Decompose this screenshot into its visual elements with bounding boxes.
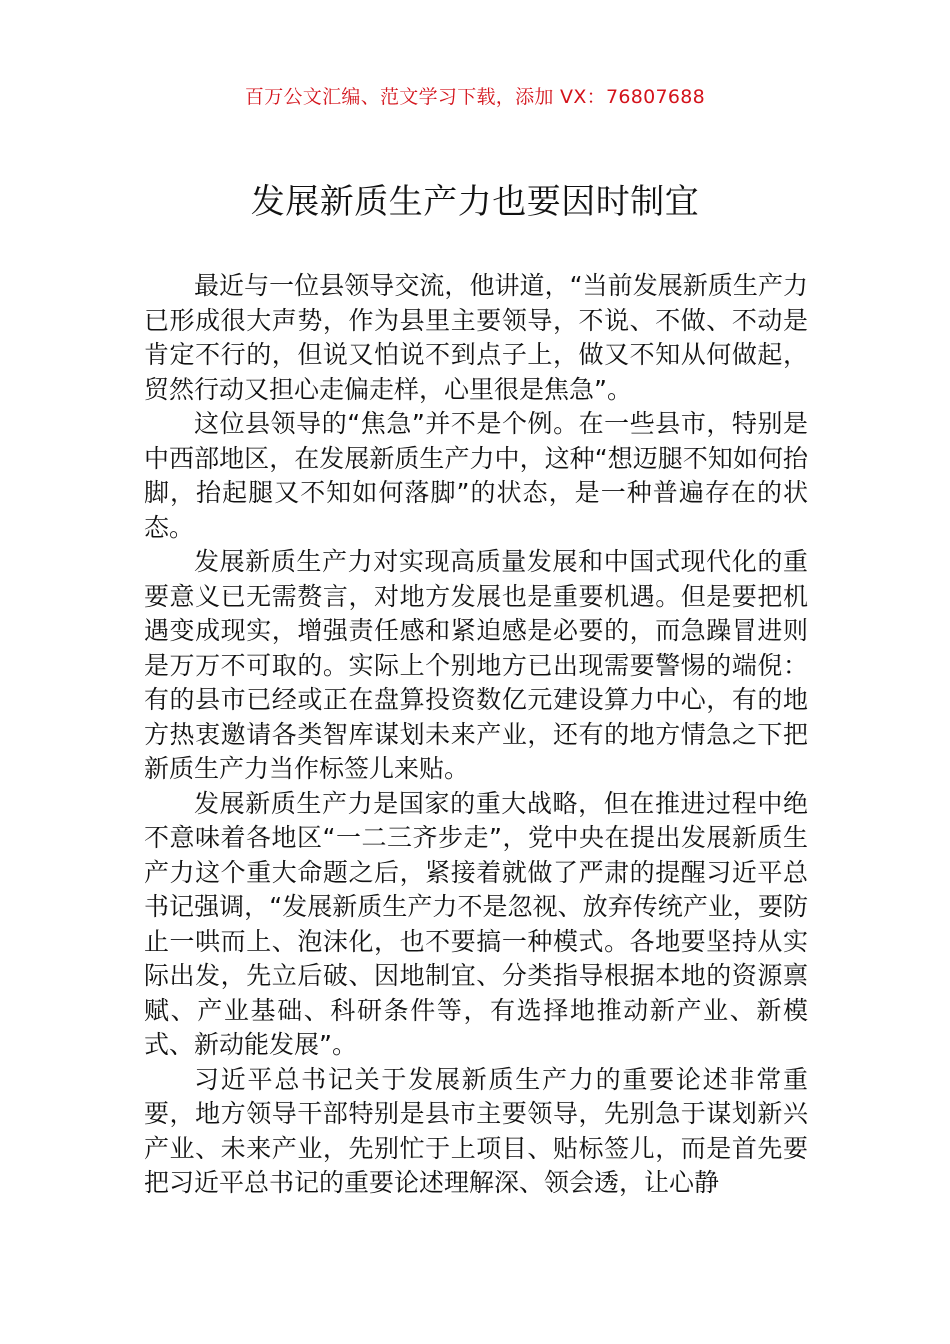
paragraph-3: 发展新质生产力对实现高质量发展和中国式现代化的重要意义已无需赘言，对地方发展也是重要机遇。但是要把机遇变成现实，增强责任感和紧迫感是必要的，而急躁冒进则是万万不可取的。实际上个别地方已出现需要警惕的端倪：有的县市已经或正在盘算投资数亿元建设算力中心，有的地方热衷邀请各类智库谋划未来产业，还有的地方情急之下把新质生产力当作标签儿来贴。	[144, 547, 808, 783]
paragraph-1: 最近与一位县领导交流，他讲道，“当前发展新质生产力已形成很大声势，作为县里主要领导，不说、不做、不动是肯定不行的，但说又怕说不到点子上，做又不知从何做起，贸然行动又担心走偏走样，心里很是焦急”。	[144, 271, 808, 404]
download-notice: 百万公文汇编、范文学习下载，添加 VX：76807688	[244, 86, 706, 108]
document-title: 发展新质生产力也要因时制宜	[250, 182, 700, 222]
document-body	[144, 269, 808, 1201]
paragraph-5: 习近平总书记关于发展新质生产力的重要论述非常重要，地方领导干部特别是县市主要领导，先别急于谋划新兴产业、未来产业，先别忙于上项目、贴标签儿，而是首先要把习近平总书记的重要论述理解深、领会透，让心静	[144, 1064, 808, 1197]
paragraph-4: 发展新质生产力是国家的重大战略，但在推进过程中绝不意味着各地区“一二三齐步走”，党中央在提出发展新质生产力这个重大命题之后，紧接着就做了严肃的提醒习近平总书记强调，“发展新质生产力不是忽视、放弃传统产业，要防止一哄而上、泡沫化，也不要搞一种模式。各地要坚持从实际出发，先立后破、因地制宜、分类指导根据本地的资源禀赋、产业基础、科研条件等，有选择地推动新产业、新模式、新动能发展”。	[144, 788, 808, 1059]
paragraph-2: 这位县领导的“焦急”并不是个例。在一些县市，特别是中西部地区，在发展新质生产力中，这种“想迈腿不知如何抬脚，抬起腿又不知如何落脚”的状态，是一种普遍存在的状态。	[144, 409, 808, 542]
